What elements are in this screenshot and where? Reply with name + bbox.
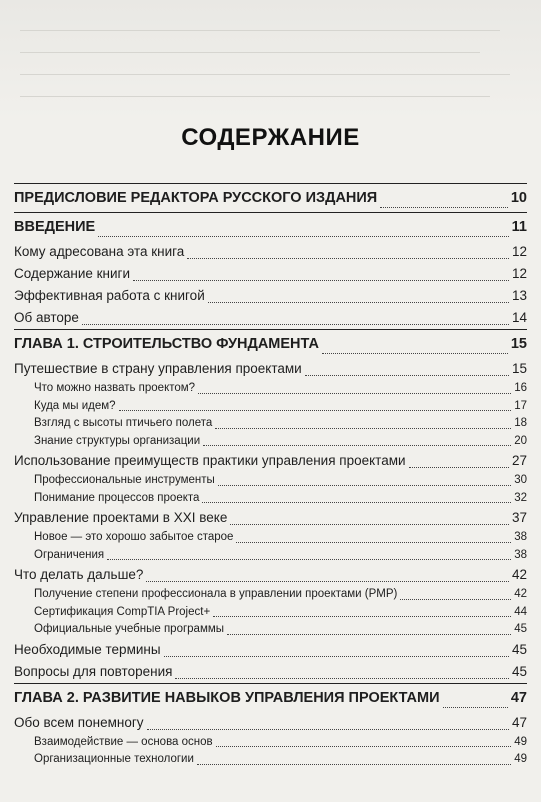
- entry-page-number: 47: [511, 714, 527, 730]
- toc-section-entry: [14, 564, 527, 586]
- entry-label: Официальные учебные программы: [34, 623, 225, 635]
- table-of-contents: [14, 183, 527, 769]
- entry-label: Получение степени профессионала в управлении проектами (PMP): [34, 588, 398, 600]
- entry-label: Путешествие в страну управления проектами: [14, 361, 302, 376]
- entry-page-number: 45: [511, 663, 527, 679]
- toc-subsection-entry: [14, 586, 527, 604]
- entry-label: Взгляд с высоты птичьего полета: [34, 417, 213, 429]
- entry-page-number: 12: [511, 244, 527, 259]
- entry-page-number: 20: [514, 434, 527, 447]
- dot-leader: [236, 542, 511, 543]
- entry-page-number: 49: [514, 735, 527, 748]
- dot-leader: [216, 746, 512, 747]
- entry-page-number: 45: [514, 623, 527, 635]
- dot-leader: [82, 324, 509, 325]
- entry-label: Сертификация CompTIA Project+: [34, 605, 211, 618]
- dot-leader: [380, 207, 508, 208]
- toc-subsection-entry: [14, 398, 527, 416]
- toc-section-entry: [14, 450, 527, 472]
- entry-label: Понимание процессов проекта: [34, 491, 200, 504]
- dot-leader: [203, 445, 511, 446]
- bleed-line: [20, 52, 480, 53]
- entry-label: Организационные технологии: [34, 753, 194, 765]
- entry-label: ВВЕДЕНИЕ: [14, 219, 96, 235]
- entry-page-number: 38: [514, 548, 527, 561]
- bleed-line: [20, 30, 500, 31]
- entry-page-number: 16: [514, 382, 527, 394]
- entry-label: Профессиональные инструменты: [34, 474, 215, 486]
- toc-chapter-entry: [14, 330, 527, 358]
- entry-label: ПРЕДИСЛОВИЕ РЕДАКТОРА РУССКОГО ИЗДАНИЯ: [14, 190, 378, 206]
- entry-page-number: 17: [514, 399, 527, 412]
- toc-chapter-entry: [14, 184, 527, 212]
- entry-label: Эффективная работа с книгой: [14, 288, 205, 303]
- toc-section-entry: [14, 507, 527, 529]
- toc-subsection-entry: [14, 380, 527, 398]
- dot-leader: [175, 678, 509, 679]
- entry-page-number: 42: [511, 567, 527, 582]
- toc-subsection-entry: [14, 529, 527, 547]
- toc-section-entry: [14, 241, 527, 263]
- toc-section-entry: [14, 661, 527, 683]
- entry-label: Обо всем понемногу: [14, 714, 144, 730]
- bleed-through-area: [0, 0, 541, 120]
- bleed-line: [20, 96, 490, 97]
- entry-page-number: 44: [514, 605, 527, 618]
- entry-page-number: 14: [511, 310, 527, 325]
- entry-label: Знание структуры организации: [34, 434, 201, 447]
- toc-section-entry: [14, 285, 527, 307]
- entry-label: Об авторе: [14, 310, 79, 325]
- entry-page-number: 13: [511, 288, 527, 303]
- entry-label: Куда мы идем?: [34, 399, 116, 412]
- toc-section-entry: [14, 358, 527, 380]
- entry-label: Новое — это хорошо забытое старое: [34, 531, 234, 543]
- dot-leader: [400, 599, 511, 600]
- entry-page-number: 37: [511, 510, 527, 525]
- dot-leader: [107, 559, 511, 560]
- entry-label: Управление проектами в XXI веке: [14, 510, 228, 525]
- entry-label: Что можно назвать проектом?: [34, 382, 196, 394]
- toc-chapter-entry: [14, 213, 527, 241]
- dot-leader: [227, 634, 511, 635]
- toc-chapter-entry: [14, 684, 527, 712]
- toc-section-entry: [14, 712, 527, 734]
- entry-page-number: 42: [514, 588, 527, 600]
- entry-page-number: 15: [511, 361, 527, 376]
- toc-subsection-entry: [14, 547, 527, 565]
- entry-label: Необходимые термины: [14, 641, 161, 657]
- entry-label: Взаимодействие — основа основ: [34, 735, 213, 748]
- dot-leader: [98, 236, 508, 237]
- toc-subsection-entry: [14, 621, 527, 639]
- dot-leader: [230, 524, 509, 525]
- entry-page-number: 10: [510, 190, 527, 206]
- toc-subsection-entry: [14, 472, 527, 490]
- toc-subsection-entry: [14, 751, 527, 769]
- toc-section-entry: [14, 263, 527, 285]
- dot-leader: [322, 353, 508, 354]
- entry-label: Вопросы для повторения: [14, 663, 173, 679]
- dot-leader: [197, 764, 511, 765]
- dot-leader: [146, 581, 509, 582]
- entry-label: Содержание книги: [14, 266, 131, 281]
- entry-page-number: 15: [510, 336, 527, 352]
- entry-page-number: 30: [514, 474, 527, 486]
- dot-leader: [147, 729, 509, 730]
- toc-subsection-entry: [14, 415, 527, 433]
- toc-section-entry: [14, 639, 527, 661]
- toc-subsection-entry: [14, 490, 527, 508]
- entry-label: ГЛАВА 1. СТРОИТЕЛЬСТВО ФУНДАМЕНТА: [14, 336, 319, 352]
- toc-subsection-entry: [14, 604, 527, 622]
- dot-leader: [208, 302, 509, 303]
- dot-leader: [215, 428, 511, 429]
- dot-leader: [218, 485, 511, 486]
- entry-label: ГЛАВА 2. РАЗВИТИЕ НАВЫКОВ УПРАВЛЕНИЯ ПРОЕКТАМИ: [14, 689, 440, 706]
- entry-page-number: 38: [514, 531, 527, 543]
- entry-page-number: 18: [514, 417, 527, 429]
- entry-label: Кому адресована эта книга: [14, 244, 185, 259]
- entry-page-number: 11: [511, 219, 527, 235]
- dot-leader: [213, 616, 511, 617]
- dot-leader: [305, 375, 509, 376]
- dot-leader: [443, 707, 508, 708]
- dot-leader: [119, 410, 512, 411]
- entry-label: Ограничения: [34, 548, 105, 561]
- toc-section-entry: [14, 307, 527, 329]
- entry-label: Использование преимуществ практики управления проектами: [14, 453, 406, 468]
- dot-leader: [409, 467, 509, 468]
- bleed-line: [20, 74, 510, 75]
- entry-label: Что делать дальше?: [14, 567, 144, 582]
- dot-leader: [202, 502, 511, 503]
- dot-leader: [187, 258, 509, 259]
- dot-leader: [198, 393, 511, 394]
- entry-page-number: 47: [510, 689, 527, 706]
- entry-page-number: 27: [511, 453, 527, 468]
- entry-page-number: 45: [511, 641, 527, 657]
- dot-leader: [164, 656, 509, 657]
- page-title: СОДЕРЖАНИЕ: [181, 124, 360, 151]
- entry-page-number: 49: [514, 753, 527, 765]
- entry-page-number: 32: [514, 491, 527, 504]
- toc-subsection-entry: [14, 734, 527, 752]
- entry-page-number: 12: [511, 266, 527, 281]
- toc-subsection-entry: [14, 433, 527, 451]
- dot-leader: [133, 280, 509, 281]
